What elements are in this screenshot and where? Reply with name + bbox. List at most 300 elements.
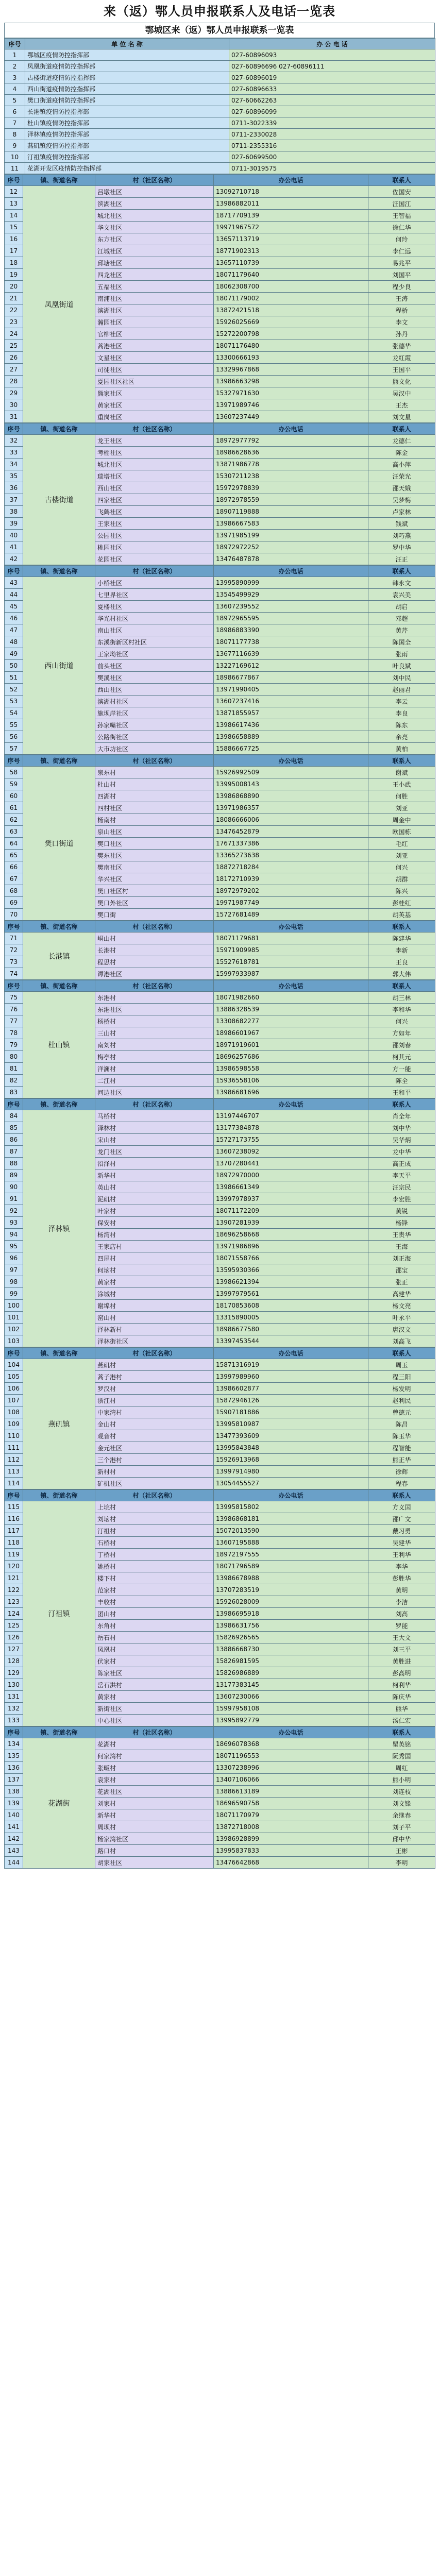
row-number: 3 [5, 72, 25, 83]
sheet [4, 23, 435, 1869]
unit-name: 花湖开发区疫情防控指挥部 [25, 163, 229, 174]
contact-person: 王和平 [368, 1087, 435, 1098]
contact-person: 吴梦梅 [368, 494, 435, 506]
row-number: 68 [5, 885, 23, 897]
town-name: 樊口街道 [23, 767, 95, 921]
header-cell: 镇、街道名称 [23, 1727, 95, 1738]
header-cell: 村（社区名称） [95, 1490, 214, 1501]
contact-person: 卢家林 [368, 506, 435, 518]
office-phone: 13197446707 [214, 1110, 368, 1122]
table-header-row [5, 980, 435, 992]
contact-person: 刘连枝 [368, 1786, 435, 1798]
village-name: 邱塘社区 [95, 257, 214, 269]
office-phone: 027-60896093 [229, 49, 435, 61]
office-phone: 13607237416 [214, 696, 368, 707]
header-cell: 序号 [5, 175, 23, 186]
office-phone: 18986601967 [214, 1027, 368, 1039]
row-number: 52 [5, 684, 23, 696]
row-number: 65 [5, 850, 23, 861]
village-name: 公路街社区 [95, 731, 214, 743]
row-number: 107 [5, 1395, 23, 1406]
village-name: 观音村 [95, 1430, 214, 1442]
row-number: 1 [5, 49, 25, 61]
row-number: 31 [5, 411, 23, 423]
row-number: 77 [5, 1015, 23, 1027]
office-phone: 15926028009 [214, 1596, 368, 1608]
row-number: 133 [5, 1715, 23, 1726]
table-row [5, 1359, 435, 1371]
contact-person: 李天平 [368, 1170, 435, 1181]
header-cell: 镇、街道名称 [23, 175, 95, 186]
contact-person: 叶永平 [368, 1312, 435, 1324]
office-phone: 13986678988 [214, 1572, 368, 1584]
contact-person: 郭大伟 [368, 968, 435, 980]
office-phone: 18872718284 [214, 861, 368, 873]
row-number: 125 [5, 1620, 23, 1632]
office-phone: 0711-2330028 [229, 129, 435, 140]
contact-person: 胡三林 [368, 992, 435, 1004]
village-name: 花湖社区 [95, 1786, 214, 1798]
contact-person: 邵广文 [368, 1513, 435, 1525]
village-name: 花园社区 [95, 553, 214, 565]
office-phone: 13607238092 [214, 1146, 368, 1158]
office-phone: 13365273638 [214, 850, 368, 861]
row-number: 48 [5, 636, 23, 648]
contact-person: 杨文亮 [368, 1300, 435, 1312]
village-name: 滨湖村社区 [95, 696, 214, 707]
row-number: 92 [5, 1205, 23, 1217]
contact-person: 陈兴 [368, 885, 435, 897]
office-phone: 13054455527 [214, 1478, 368, 1489]
contact-person: 邵天娥 [368, 482, 435, 494]
row-number: 19 [5, 269, 23, 281]
village-name: 瑞塔社区 [95, 470, 214, 482]
office-phone: 0711-3019575 [229, 163, 435, 174]
header-cell: 序号 [5, 921, 23, 933]
row-number: 105 [5, 1371, 23, 1383]
contact-person: 毛红 [368, 838, 435, 850]
office-phone: 18071172209 [214, 1205, 368, 1217]
contact-person: 胡群 [368, 873, 435, 885]
village-name: 马桥村 [95, 1110, 214, 1122]
row-number: 18 [5, 257, 23, 269]
town-name: 长港镇 [23, 933, 95, 980]
row-number: 115 [5, 1501, 23, 1513]
village-name: 滨湖社区 [95, 304, 214, 316]
contact-person: 邵刘春 [368, 1039, 435, 1051]
header-cell: 镇、街道名称 [23, 921, 95, 933]
row-number: 10 [5, 151, 25, 163]
row-number: 64 [5, 838, 23, 850]
contact-person: 吴华炳 [368, 1134, 435, 1146]
village-name: 官柳社区 [95, 328, 214, 340]
village-name: 泉山社区 [95, 826, 214, 838]
village-name: 中心社区 [95, 1715, 214, 1726]
village-name: 东角村 [95, 1620, 214, 1632]
office-phone: 13545499929 [214, 589, 368, 601]
header-cell: 联系人 [368, 423, 435, 435]
village-name: 胡家社区 [95, 1857, 214, 1869]
contact-person: 刘高 [368, 1608, 435, 1620]
header-cell: 村（社区名称） [95, 175, 214, 186]
contact-person: 张德华 [368, 340, 435, 352]
header-cell: 村（社区名称） [95, 1727, 214, 1738]
contact-person: 高正成 [368, 1158, 435, 1170]
village-name: 江城社区 [95, 245, 214, 257]
office-phone: 15826981595 [214, 1655, 368, 1667]
office-phone: 027-60699500 [229, 151, 435, 163]
contact-person: 程桥 [368, 304, 435, 316]
row-number: 57 [5, 743, 23, 755]
office-phone: 13607230066 [214, 1691, 368, 1703]
contact-person: 汪正 [368, 553, 435, 565]
row-number: 90 [5, 1181, 23, 1193]
unit-name: 燕矶镇疫情防控指挥部 [25, 140, 229, 151]
village-name: 周坝村 [95, 1821, 214, 1833]
office-phone: 18986677867 [214, 672, 368, 684]
office-phone: 13872421518 [214, 304, 368, 316]
row-number: 104 [5, 1359, 23, 1371]
contact-person: 熊华 [368, 1703, 435, 1715]
contact-person: 程春 [368, 1478, 435, 1489]
row-number: 122 [5, 1584, 23, 1596]
office-phone: 18071177738 [214, 636, 368, 648]
office-phone: 13995892779 [214, 1715, 368, 1726]
town-section-table [4, 1347, 435, 1489]
contact-person: 柯利华 [368, 1679, 435, 1691]
town-section-table [4, 423, 435, 565]
row-number: 47 [5, 624, 23, 636]
office-phone: 18907119888 [214, 506, 368, 518]
row-number: 9 [5, 140, 25, 151]
header-cell: 村（社区名称） [95, 1099, 214, 1110]
row-number: 119 [5, 1549, 23, 1561]
contact-person: 赵丽君 [368, 684, 435, 696]
office-phone: 18972977792 [214, 435, 368, 447]
row-number: 100 [5, 1300, 23, 1312]
office-phone: 18696257686 [214, 1051, 368, 1063]
unit-name: 樊口街道疫情防控指挥部 [25, 95, 229, 106]
office-phone: 18972979202 [214, 885, 368, 897]
contact-person: 王杰 [368, 399, 435, 411]
contact-person: 吴汉中 [368, 387, 435, 399]
office-phone: 18972197555 [214, 1549, 368, 1561]
contact-person: 方义国 [368, 1501, 435, 1513]
village-name: 刘垴村 [95, 1513, 214, 1525]
header-cell: 办公电话 [214, 1727, 368, 1738]
row-number: 75 [5, 992, 23, 1004]
contact-person: 余继春 [368, 1809, 435, 1821]
town-section-table [4, 755, 435, 921]
office-phone: 18071196553 [214, 1750, 368, 1762]
contact-person: 王涛 [368, 293, 435, 304]
office-phone: 13707280441 [214, 1158, 368, 1170]
village-name: 杨湾村 [95, 1229, 214, 1241]
office-phone: 18771902313 [214, 245, 368, 257]
header-cell: 镇、街道名称 [23, 980, 95, 992]
row-number: 51 [5, 672, 23, 684]
village-name: 泽林街社区 [95, 1335, 214, 1347]
office-phone: 13657110739 [214, 257, 368, 269]
contact-person: 邓超 [368, 613, 435, 624]
village-name: 团山村 [95, 1608, 214, 1620]
village-name: 南山社区 [95, 624, 214, 636]
village-name: 五福社区 [95, 281, 214, 293]
contact-person: 刘中华 [368, 1122, 435, 1134]
office-phone: 13971986357 [214, 802, 368, 814]
town-name: 古楼街道 [23, 435, 95, 565]
village-name: 刘家村 [95, 1798, 214, 1809]
office-phone: 027-60662263 [229, 95, 435, 106]
contact-person: 汪国江 [368, 198, 435, 210]
row-number: 138 [5, 1786, 23, 1798]
contact-person: 周金中 [368, 814, 435, 826]
row-number: 26 [5, 352, 23, 364]
contact-person: 何玲 [368, 233, 435, 245]
village-name: 四龙社区 [95, 269, 214, 281]
office-phone: 13997978937 [214, 1193, 368, 1205]
village-name: 窑山村 [95, 1312, 214, 1324]
office-phone: 13707283519 [214, 1584, 368, 1596]
contact-person: 彭桂红 [368, 897, 435, 909]
header-cell: 村（社区名称） [95, 921, 214, 933]
row-number: 69 [5, 897, 23, 909]
header-cell: 办公电话 [214, 921, 368, 933]
unit-name: 汀祖镇疫情防控指挥部 [25, 151, 229, 163]
row-number: 143 [5, 1845, 23, 1857]
office-phone: 13607237449 [214, 411, 368, 423]
row-number: 12 [5, 186, 23, 198]
contact-person: 罗能 [368, 1620, 435, 1632]
office-phone: 18696590758 [214, 1798, 368, 1809]
unit-name: 长港镇疫情防控指挥部 [25, 106, 229, 117]
village-name: 陈家社区 [95, 1667, 214, 1679]
village-name: 滨湖社区 [95, 198, 214, 210]
contact-person: 刘文锋 [368, 1798, 435, 1809]
contact-person: 汤仁宏 [368, 1715, 435, 1726]
row-number: 59 [5, 778, 23, 790]
contact-person: 何兴 [368, 1015, 435, 1027]
contact-person: 吴建华 [368, 1537, 435, 1549]
office-phone: 19971987749 [214, 897, 368, 909]
contact-person: 黄锐 [368, 1205, 435, 1217]
contact-person: 高建华 [368, 1288, 435, 1300]
row-number: 87 [5, 1146, 23, 1158]
row-number: 127 [5, 1643, 23, 1655]
header-cell: 联系人 [368, 566, 435, 577]
village-name: 杨南村 [95, 814, 214, 826]
office-phone: 15872946126 [214, 1395, 368, 1406]
row-number: 136 [5, 1762, 23, 1774]
office-phone: 13397453544 [214, 1335, 368, 1347]
village-name: 华兴社区 [95, 873, 214, 885]
office-phone: 18071179640 [214, 269, 368, 281]
row-number: 108 [5, 1406, 23, 1418]
row-number: 66 [5, 861, 23, 873]
village-name: 东港村 [95, 992, 214, 1004]
village-name: 西山社区 [95, 684, 214, 696]
row-number: 112 [5, 1454, 23, 1466]
town-section-table [4, 1489, 435, 1726]
row-number: 89 [5, 1170, 23, 1181]
village-name: 四湖村 [95, 790, 214, 802]
village-name: 程思村 [95, 956, 214, 968]
unit-name: 西山街道疫情防控指挥部 [25, 83, 229, 95]
header-cell: 村（社区名称） [95, 1348, 214, 1359]
contact-person: 邵宝 [368, 1264, 435, 1276]
contact-person: 唐汉文 [368, 1324, 435, 1335]
row-number: 45 [5, 601, 23, 613]
office-phone: 18972965595 [214, 613, 368, 624]
contact-person: 柯其元 [368, 1051, 435, 1063]
table-row [5, 83, 435, 95]
village-name: 何垴村 [95, 1264, 214, 1276]
header-cell: 序号 [5, 566, 23, 577]
village-name: 蒿子港村 [95, 1371, 214, 1383]
village-name: 汀祖村 [95, 1525, 214, 1537]
table-row [5, 151, 435, 163]
row-number: 132 [5, 1703, 23, 1715]
office-phone: 13476487878 [214, 553, 368, 565]
table-header-row [5, 1490, 435, 1501]
table-row [5, 1501, 435, 1513]
office-phone: 13476452879 [214, 826, 368, 838]
row-number: 114 [5, 1478, 23, 1489]
village-name: 樊口社区村 [95, 885, 214, 897]
village-name: 文星社区 [95, 352, 214, 364]
page-title: 来（返）鄂人员申报联系人及电话一览表 [104, 4, 335, 19]
village-name: 三山村 [95, 1027, 214, 1039]
row-number: 24 [5, 328, 23, 340]
header-cell: 联系人 [368, 980, 435, 992]
village-name: 花湖村 [95, 1738, 214, 1750]
contact-person: 王利华 [368, 1549, 435, 1561]
office-phone: 18071796589 [214, 1561, 368, 1572]
office-phone: 19971967572 [214, 222, 368, 233]
contact-person: 欧国栋 [368, 826, 435, 838]
row-number: 83 [5, 1087, 23, 1098]
village-name: 龙王社区 [95, 435, 214, 447]
contact-person: 王海 [368, 1241, 435, 1252]
contact-person: 方如年 [368, 1027, 435, 1039]
unit-name: 凤凰街道疫情防控指挥部 [25, 61, 229, 72]
header-cell: 序号 [5, 980, 23, 992]
row-number: 116 [5, 1513, 23, 1525]
header-cell: 序号 [5, 1099, 23, 1110]
row-number: 22 [5, 304, 23, 316]
contact-person: 徐仁华 [368, 222, 435, 233]
office-phone: 13995890999 [214, 577, 368, 589]
contact-person: 彭胜华 [368, 1572, 435, 1584]
village-name: 泽林新村 [95, 1324, 214, 1335]
contact-person: 李华 [368, 1561, 435, 1572]
row-number: 124 [5, 1608, 23, 1620]
town-name: 燕矶镇 [23, 1359, 95, 1489]
office-phone: 13092710718 [214, 186, 368, 198]
contact-person: 李明 [368, 1857, 435, 1869]
contact-person: 陈建华 [368, 933, 435, 944]
header-cell: 序号 [5, 423, 23, 435]
office-phone: 18986883390 [214, 624, 368, 636]
table-row [5, 186, 435, 198]
contact-person: 杨锋 [368, 1217, 435, 1229]
header-cell: 办公电话 [214, 175, 368, 186]
office-phone: 18071176480 [214, 340, 368, 352]
village-name: 洋澜村 [95, 1063, 214, 1075]
village-name: 河边社区 [95, 1087, 214, 1098]
village-name: 宋山村 [95, 1134, 214, 1146]
office-phone: 18170853608 [214, 1300, 368, 1312]
table-row [5, 140, 435, 151]
office-phone: 13997914980 [214, 1466, 368, 1478]
village-name: 沼泽村 [95, 1158, 214, 1170]
town-name: 汀祖镇 [23, 1501, 95, 1726]
row-number: 4 [5, 83, 25, 95]
contact-person: 佐国安 [368, 186, 435, 198]
table-row [5, 767, 435, 778]
contact-person: 胡英基 [368, 909, 435, 921]
village-name: 金元社区 [95, 1442, 214, 1454]
office-phone: 15072013590 [214, 1525, 368, 1537]
office-phone: 18071179002 [214, 293, 368, 304]
header-cell: 联系人 [368, 175, 435, 186]
village-name: 王家坳社区 [95, 648, 214, 660]
contact-person: 黄柏 [368, 743, 435, 755]
contact-person: 刘国平 [368, 269, 435, 281]
office-phone: 13986667583 [214, 518, 368, 530]
contact-person: 陈昌 [368, 1418, 435, 1430]
office-phone: 13886328539 [214, 1004, 368, 1015]
village-name: 新华村 [95, 1809, 214, 1821]
header-cell: 联系人 [368, 1490, 435, 1501]
contact-person: 李良 [368, 707, 435, 719]
header-cell: 镇、街道名称 [23, 1099, 95, 1110]
contact-person: 黄芹 [368, 624, 435, 636]
unit-name: 泽林镇疫情防控指挥部 [25, 129, 229, 140]
contact-person: 戴习勇 [368, 1525, 435, 1537]
header-cell: 序号 [5, 39, 25, 49]
contact-person: 李云 [368, 696, 435, 707]
contact-person: 陈东 [368, 719, 435, 731]
row-number: 96 [5, 1252, 23, 1264]
contact-person: 王小武 [368, 778, 435, 790]
office-phone: 13997979561 [214, 1288, 368, 1300]
office-phone: 18972978559 [214, 494, 368, 506]
village-name: 二江村 [95, 1075, 214, 1087]
row-number: 73 [5, 956, 23, 968]
office-phone: 13886668730 [214, 1643, 368, 1655]
row-number: 144 [5, 1857, 23, 1869]
office-phone: 18972972252 [214, 541, 368, 553]
contact-person: 刘巧燕 [368, 530, 435, 541]
village-name: 孙家嘴社区 [95, 719, 214, 731]
row-number: 14 [5, 210, 23, 222]
office-phone: 18696078368 [214, 1738, 368, 1750]
table-header-row [5, 39, 435, 49]
table-row [5, 435, 435, 447]
row-number: 55 [5, 719, 23, 731]
contact-person: 阮秀国 [368, 1750, 435, 1762]
village-name: 丰收村 [95, 1596, 214, 1608]
village-name: 泉东村 [95, 767, 214, 778]
row-number: 23 [5, 316, 23, 328]
village-name: 瀚园社区 [95, 316, 214, 328]
office-phone: 13871855957 [214, 707, 368, 719]
contact-person: 陈玉华 [368, 1430, 435, 1442]
header-cell: 办公电话 [214, 566, 368, 577]
contact-person: 熊正华 [368, 1454, 435, 1466]
contact-person: 刘子平 [368, 1821, 435, 1833]
